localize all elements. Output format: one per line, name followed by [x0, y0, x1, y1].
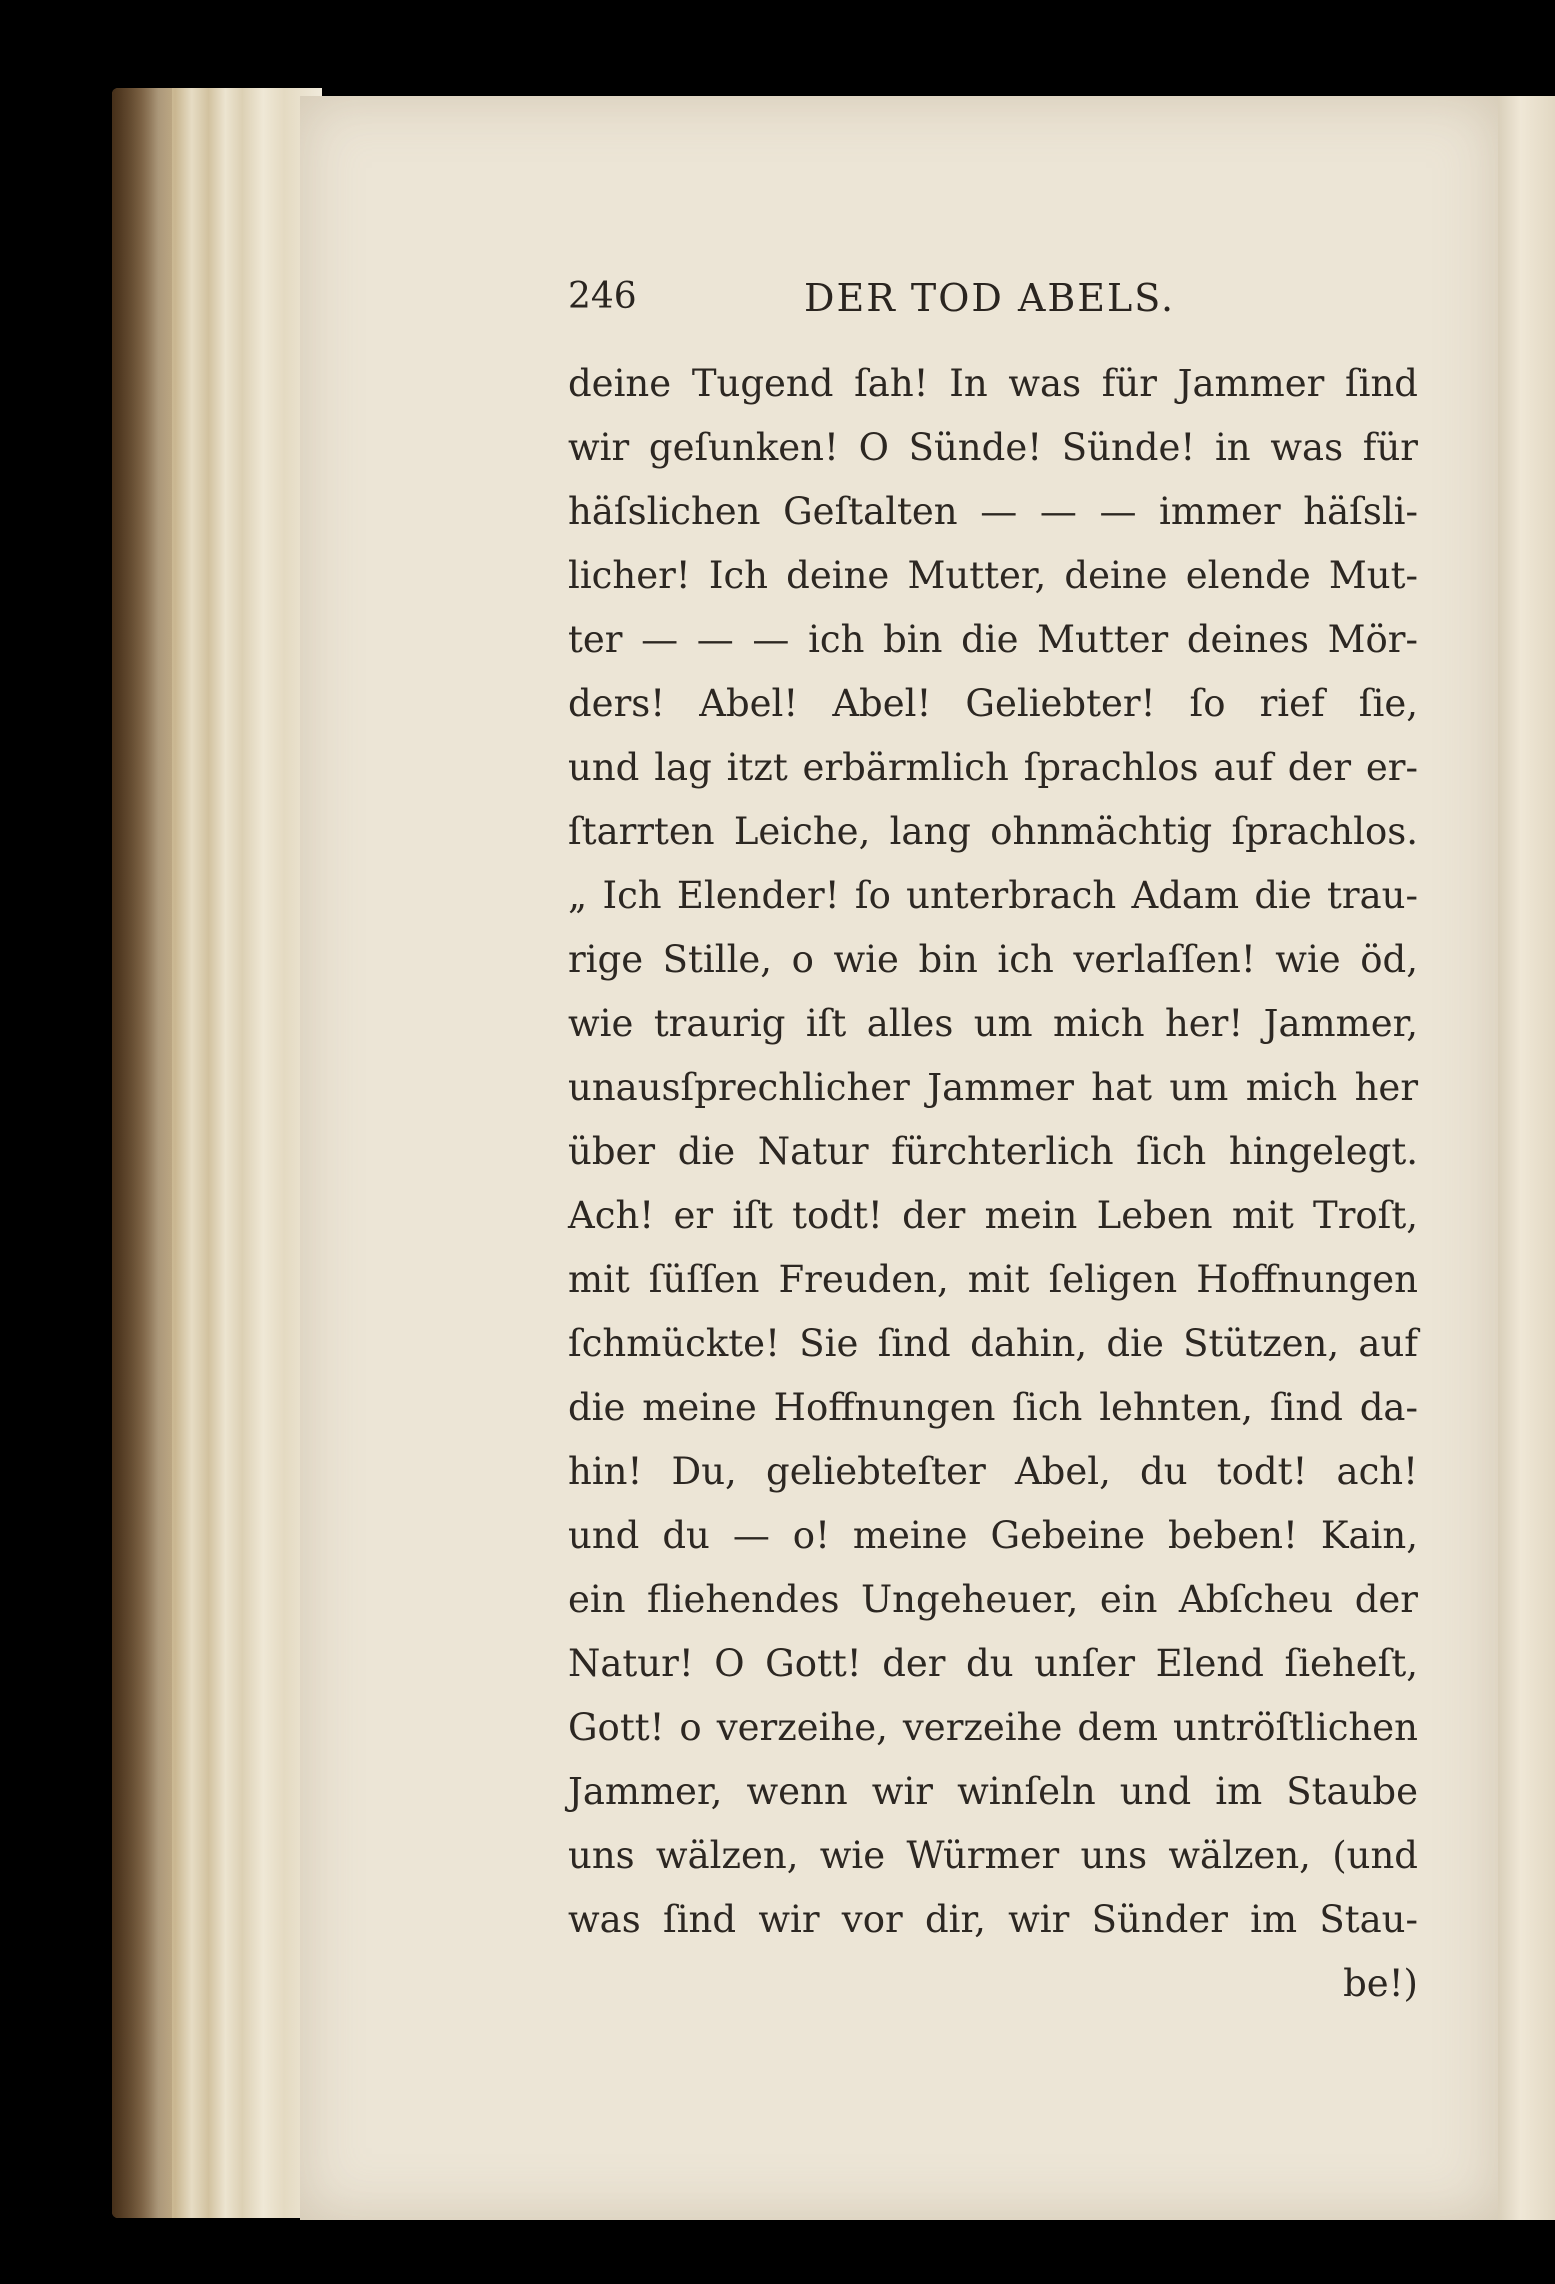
body-text	[568, 352, 1418, 2016]
catchword-line: be!)	[1343, 1962, 1418, 2005]
text-line: was ſind wir vor dir, wir Sünder im Stau-	[568, 1898, 1418, 1941]
text-line: ein fliehendes Ungeheuer, ein Abſcheu der	[568, 1578, 1418, 1621]
text-line: wir geſunken! O Sünde! Sünde! in was für	[568, 426, 1418, 469]
text-line: häſslichen Geſtalten — — — immer häſsli-	[568, 490, 1418, 533]
text-line: deine Tugend ſah! In was für Jammer ſind	[568, 362, 1418, 405]
text-line: wie traurig iſt alles um mich her! Jammer,	[568, 1002, 1418, 1045]
running-head: DER TOD ABELS.	[804, 276, 1176, 320]
text-line: über die Natur fürchterlich ſich hingelegt.	[568, 1130, 1418, 1173]
text-line: licher! Ich deine Mutter, deine elende Mut-	[568, 554, 1418, 597]
text-line: die meine Hoffnungen ſich lehnten, ſind da-	[568, 1386, 1418, 1429]
text-line: Natur! O Gott! der du unſer Elend ſieheſt,	[568, 1642, 1418, 1685]
text-line: uns wälzen, wie Würmer uns wälzen, (und	[568, 1834, 1418, 1877]
text-line: und du — o! meine Gebeine beben! Kain,	[568, 1514, 1418, 1557]
page-number: 246	[568, 276, 637, 317]
text-line: und lag itzt erbärmlich ſprachlos auf der er-	[568, 746, 1418, 789]
page-header	[568, 276, 1268, 336]
text-line: hin! Du, geliebteſter Abel, du todt! ach!	[568, 1450, 1418, 1493]
text-line: ſchmückte! Sie ſind dahin, die Stützen, auf	[568, 1322, 1418, 1365]
text-line: mit ſüſſen Freuden, mit ſeligen Hoffnungen	[568, 1258, 1418, 1301]
spine-shadow	[112, 88, 172, 2218]
text-line: Jammer, wenn wir winſeln und im Staube	[568, 1770, 1418, 1813]
facing-page-edge	[1498, 96, 1555, 2220]
text-line: ders! Abel! Abel! Geliebter! ſo rief ſie,	[568, 682, 1418, 725]
text-line: Ach! er iſt todt! der mein Leben mit Troſt,	[568, 1194, 1418, 1237]
text-line: rige Stille, o wie bin ich verlaſſen! wie öd,	[568, 938, 1418, 981]
text-line: ſtarrten Leiche, lang ohnmächtig ſprachlos.	[568, 810, 1418, 853]
text-line: unausſprechlicher Jammer hat um mich her	[568, 1066, 1418, 1109]
text-line: ter — — — ich bin die Mutter deines Mör-	[568, 618, 1418, 661]
text-line: Gott! o verzeihe, verzeihe dem untröſtlichen	[568, 1706, 1418, 1749]
text-line: „ Ich Elender! ſo unterbrach Adam die trau-	[568, 874, 1418, 917]
